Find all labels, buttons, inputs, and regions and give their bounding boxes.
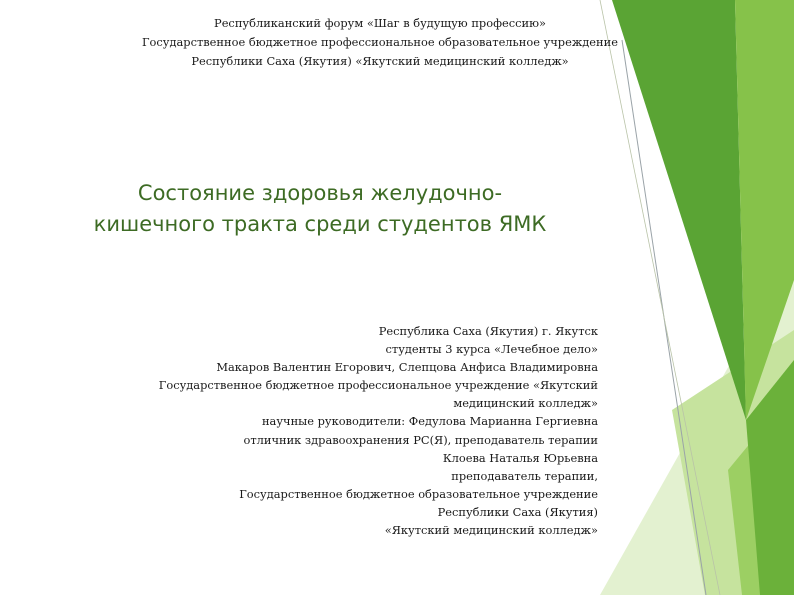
info-line: Макаров Валентин Егорович, Слепцова Анфиса Владимировна — [216, 360, 598, 375]
header-line-1: Республиканский форум «Шаг в будущую профессию» — [214, 16, 546, 30]
header-line-3: Республики Саха (Якутия) «Якутский медицинский колледж» — [191, 54, 569, 68]
title-line-2: кишечного тракта среди студентов ЯМК — [93, 212, 547, 236]
info-line: преподаватель терапии, — [451, 468, 598, 483]
info-line: Республика Саха (Якутия) г. Якутск — [378, 324, 598, 338]
info-line: Государственное бюджетное профессиональное учреждение «Якутский — [158, 378, 598, 393]
info-line: научные руководители: Федулова Марианна Гергиевна — [261, 414, 598, 429]
info-line: «Якутский медицинский колледж» — [384, 523, 598, 538]
title-line-1: Состояние здоровья желудочно- — [137, 181, 503, 205]
info-line: медицинский колледж» — [453, 396, 598, 411]
info-line: отличник здравоохранения РС(Я), преподаватель терапии — [243, 432, 598, 447]
forum-header — [120, 14, 640, 71]
header-line-2: Государственное бюджетное профессиональное образовательное учреждение — [142, 35, 618, 49]
slide-title — [40, 178, 600, 240]
info-line: Клоева Наталья Юрьевна — [442, 450, 598, 465]
info-line: студенты 3 курса «Лечебное дело» — [385, 342, 598, 357]
authors-info-block — [128, 322, 598, 539]
info-line: Республики Саха (Якутия) — [437, 504, 598, 519]
info-line: Государственное бюджетное образовательное учреждение — [239, 486, 598, 501]
